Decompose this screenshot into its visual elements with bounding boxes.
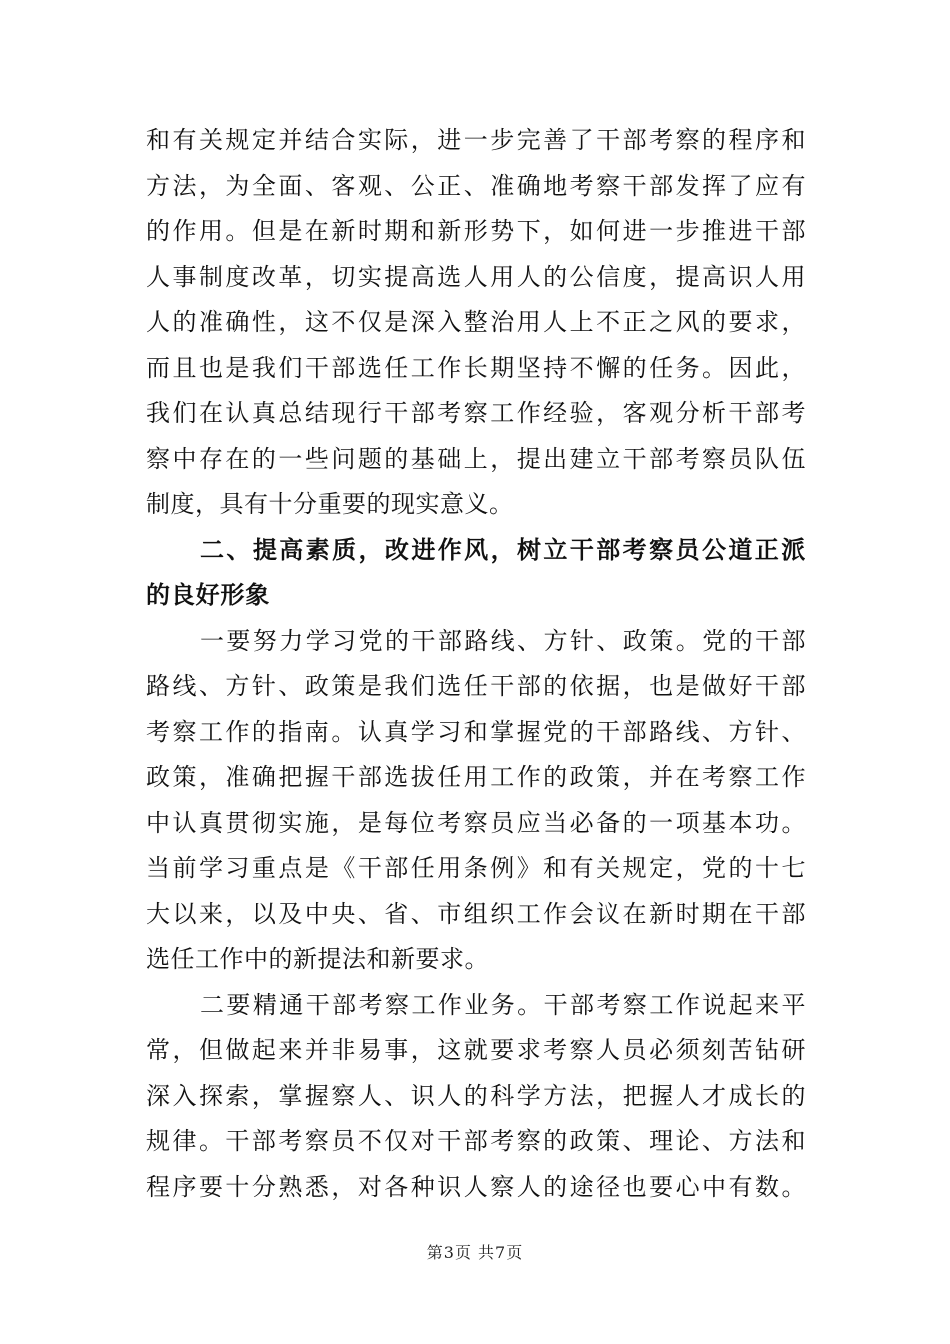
paragraph-line: 程序要十分熟悉，对各种识人察人的途径也要心中有数。 (146, 1172, 806, 1201)
paragraph-line: 我们在认真总结现行干部考察工作经验，客观分析干部考 (146, 399, 806, 427)
paragraph-line: 察中存在的一些问题的基础上，提出建立干部考察员队伍 (146, 444, 806, 473)
paragraph-line: 制度，具有十分重要的现实意义。 (146, 490, 514, 518)
document-body (146, 118, 806, 1210)
paragraph-line: 政策，准确把握干部选拔任用工作的政策，并在考察工作 (146, 763, 806, 791)
paragraph-line: 深入探索，掌握察人、识人的科学方法，把握人才成长的 (146, 1081, 806, 1110)
section-heading: 二、提高素质，改进作风，树立干部考察员公道正派 (200, 535, 806, 564)
paragraph-line: 常，但做起来并非易事，这就要求考察人员必须刻苦钻研 (146, 1036, 806, 1064)
paragraph-line: 规律。干部考察员不仅对干部考察的政策、理论、方法和 (146, 1127, 806, 1155)
paragraph-line: 而且也是我们干部选任工作长期坚持不懈的任务。因此， (146, 353, 806, 382)
paragraph-line: 当前学习重点是《干部任用条例》和有关规定，党的十七 (146, 854, 806, 882)
paragraph-line: 的作用。但是在新时期和新形势下，如何进一步推进干部 (146, 217, 806, 245)
paragraph-line: 人事制度改革，切实提高选人用人的公信度，提高识人用 (146, 262, 806, 291)
paragraph-line: 一要努力学习党的干部路线、方针、政策。党的干部 (200, 626, 806, 655)
section-heading-continued: 的良好形象 (146, 581, 270, 609)
paragraph-line: 路线、方针、政策是我们选任干部的依据，也是做好干部 (146, 672, 806, 700)
paragraph-line: 考察工作的指南。认真学习和掌握党的干部路线、方针、 (146, 717, 806, 746)
paragraph-line: 人的准确性，这不仅是深入整治用人上不正之风的要求， (146, 308, 806, 336)
paragraph-line: 选任工作中的新提法和新要求。 (146, 945, 489, 973)
paragraph-line: 和有关规定并结合实际，进一步完善了干部考察的程序和 (146, 126, 806, 154)
paragraph-line: 中认真贯彻实施，是每位考察员应当必备的一项基本功。 (146, 808, 806, 837)
paragraph-line: 二要精通干部考察工作业务。干部考察工作说起来平 (200, 990, 806, 1019)
paragraph-line: 大以来，以及中央、省、市组织工作会议在新时期在干部 (146, 899, 806, 928)
page-number-footer: 第3页 共7页 (426, 1243, 524, 1262)
paragraph-line: 方法，为全面、客观、公正、准确地考察干部发挥了应有 (146, 171, 806, 200)
